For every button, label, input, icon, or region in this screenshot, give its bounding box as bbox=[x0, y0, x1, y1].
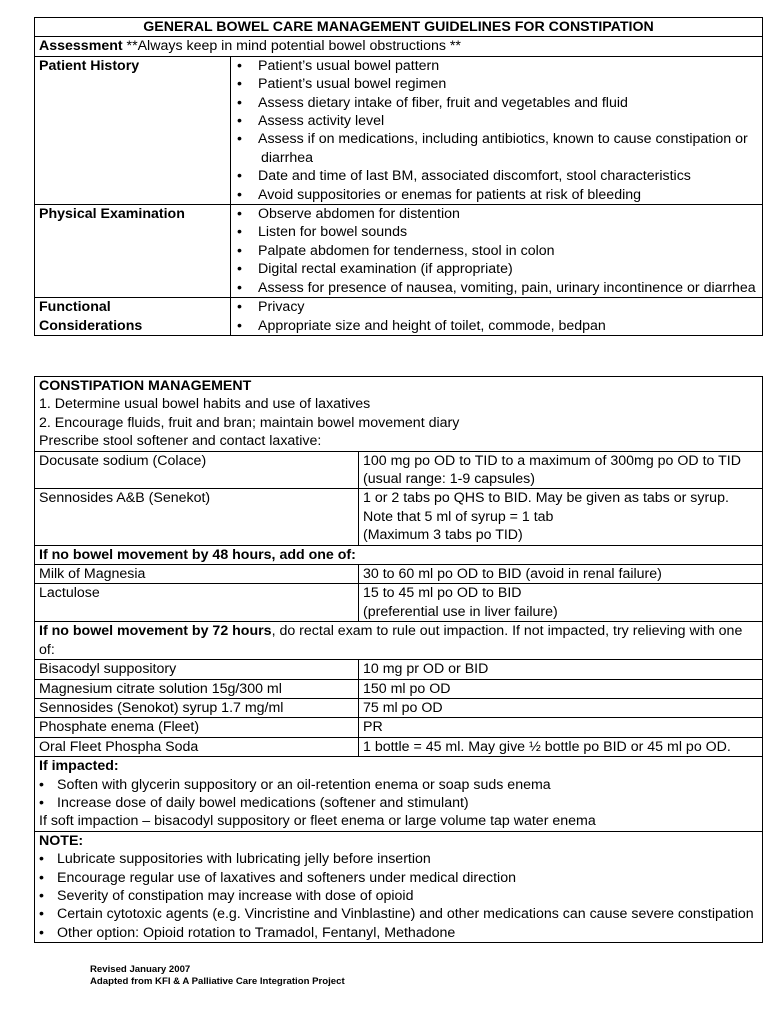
list-item: • Other option: Opioid rotation to Tramadol, Fentanyl, Methadone bbox=[39, 924, 758, 942]
drug-dose: 100 mg po OD to TID to a maximum of 300mg po OD to TID (usual range: 1-9 capsules) bbox=[359, 451, 763, 489]
drug-name: Bisacodyl suppository bbox=[35, 660, 359, 679]
table-row bbox=[35, 660, 763, 679]
list-item: • Assess for presence of nausea, vomiting, pain, urinary incontinence or diarrhea bbox=[235, 279, 758, 297]
heading-72-hours-bold: If no bowel movement by 72 hours bbox=[39, 623, 272, 640]
list-item: • Assess dietary intake of fiber, fruit and vegetables and fluid bbox=[235, 94, 758, 112]
list-item: • Encourage regular use of laxatives and softeners under medical direction bbox=[39, 869, 758, 887]
management-step-1: 1. Determine usual bowel habits and use of laxatives bbox=[39, 396, 371, 413]
list-item: • Assess if on medications, including antibiotics, known to cause constipation or diarrhea bbox=[235, 130, 758, 167]
assessment-row bbox=[35, 37, 763, 56]
list-item: • Severity of constipation may increase with dose of opioid bbox=[39, 887, 758, 905]
drug-dose-line: 1 or 2 tabs po QHS to BID. May be given as tabs or syrup. Note that 5 ml of syrup = 1 tab bbox=[363, 490, 729, 525]
guidelines-title: GENERAL BOWEL CARE MANAGEMENT GUIDELINES FOR CONSTIPATION bbox=[35, 18, 763, 37]
patient-history-cell bbox=[231, 56, 763, 204]
heading-48-hours: If no bowel movement by 48 hours, add one of: bbox=[35, 545, 763, 564]
list-item: • Observe abdomen for distention bbox=[235, 205, 758, 223]
list-item: • Palpate abdomen for tenderness, stool in colon bbox=[235, 242, 758, 260]
note-section bbox=[35, 831, 763, 942]
physical-exam-cell bbox=[231, 205, 763, 298]
adapted-from: Adapted from KFI & A Palliative Care Integration Project bbox=[90, 976, 345, 987]
list-item: • Patient’s usual bowel pattern bbox=[235, 57, 758, 75]
drug-name: Magnesium citrate solution 15g/300 ml bbox=[35, 679, 359, 698]
assessment-note: **Always keep in mind potential bowel obstructions ** bbox=[122, 38, 461, 55]
functional-label-line2: Considerations bbox=[39, 317, 143, 334]
table-row bbox=[35, 584, 763, 622]
patient-history-label: Patient History bbox=[35, 56, 231, 204]
drug-dose-line: (preferential use in liver failure) bbox=[363, 603, 558, 620]
drug-name: Lactulose bbox=[35, 584, 359, 622]
assessment-label: Assessment bbox=[39, 38, 123, 55]
drug-dose: 1 bottle = 45 ml. May give ½ bottle po BID or 45 ml po OD. bbox=[359, 737, 763, 756]
impacted-heading: If impacted: bbox=[39, 758, 119, 775]
table-row bbox=[35, 718, 763, 737]
management-step-2: 2. Encourage fluids, fruit and bran; maintain bowel movement diary bbox=[39, 414, 460, 431]
list-item: • Assess activity level bbox=[235, 112, 758, 130]
list-item: • Patient’s usual bowel regimen bbox=[235, 75, 758, 93]
drug-name: Sennosides A&B (Senekot) bbox=[35, 489, 359, 545]
management-header-cell bbox=[35, 377, 763, 452]
table-row bbox=[35, 698, 763, 717]
management-heading: CONSTIPATION MANAGEMENT bbox=[39, 378, 252, 394]
list-item: • Listen for bowel sounds bbox=[235, 223, 758, 241]
list-item: • Soften with glycerin suppository or an oil-retention enema or soap suds enema bbox=[39, 776, 758, 794]
physical-exam-label: Physical Examination bbox=[35, 205, 231, 298]
table-row bbox=[35, 451, 763, 489]
list-item: • Certain cytotoxic agents (e.g. Vincristine and Vinblastine) and other medications can cause severe constipation bbox=[39, 905, 758, 923]
drug-dose: 10 mg pr OD or BID bbox=[359, 660, 763, 679]
table-row bbox=[35, 565, 763, 584]
note-heading: NOTE: bbox=[39, 832, 84, 849]
table-row bbox=[35, 679, 763, 698]
list-item: • Lubricate suppositories with lubricating jelly before insertion bbox=[39, 850, 758, 868]
management-table bbox=[34, 376, 763, 943]
drug-name: Oral Fleet Phospha Soda bbox=[35, 737, 359, 756]
functional-label bbox=[35, 298, 231, 336]
heading-72-hours bbox=[35, 622, 763, 660]
footer bbox=[90, 964, 345, 988]
guidelines-table bbox=[34, 17, 763, 336]
heading-72-hours-rest: , do rectal exam to rule out impaction. If not impacted, try relieving with one of: bbox=[39, 623, 743, 658]
drug-name: Docusate sodium (Colace) bbox=[35, 451, 359, 489]
functional-cell bbox=[231, 298, 763, 336]
prescribe-text: Prescribe stool softener and contact laxative: bbox=[39, 433, 322, 450]
list-item: • Date and time of last BM, associated discomfort, stool characteristics bbox=[235, 167, 758, 185]
drug-dose: PR bbox=[359, 718, 763, 737]
drug-dose: 30 to 60 ml po OD to BID (avoid in renal failure) bbox=[359, 565, 763, 584]
functional-label-line1: Functional bbox=[39, 299, 111, 316]
drug-name: Milk of Magnesia bbox=[35, 565, 359, 584]
soft-impaction-text: If soft impaction – bisacodyl suppository or fleet enema or large volume tap water enema bbox=[39, 813, 596, 830]
drug-name: Phosphate enema (Fleet) bbox=[35, 718, 359, 737]
revised-date: Revised January 2007 bbox=[90, 964, 191, 975]
list-item: • Appropriate size and height of toilet, commode, bedpan bbox=[235, 317, 758, 335]
drug-dose-line: (Maximum 3 tabs po TID) bbox=[363, 527, 523, 544]
table-row bbox=[35, 489, 763, 545]
drug-dose bbox=[359, 489, 763, 545]
drug-dose-line: 15 to 45 ml po OD to BID bbox=[363, 585, 522, 602]
table-row bbox=[35, 737, 763, 756]
drug-name: Sennosides (Senokot) syrup 1.7 mg/ml bbox=[35, 698, 359, 717]
drug-dose bbox=[359, 584, 763, 622]
drug-dose: 150 ml po OD bbox=[359, 679, 763, 698]
list-item: • Increase dose of daily bowel medications (softener and stimulant) bbox=[39, 794, 758, 812]
list-item: • Avoid suppositories or enemas for patients at risk of bleeding bbox=[235, 186, 758, 204]
impacted-section bbox=[35, 757, 763, 832]
drug-dose: 75 ml po OD bbox=[359, 698, 763, 717]
list-item: • Privacy bbox=[235, 298, 758, 316]
list-item: • Digital rectal examination (if appropriate) bbox=[235, 260, 758, 278]
